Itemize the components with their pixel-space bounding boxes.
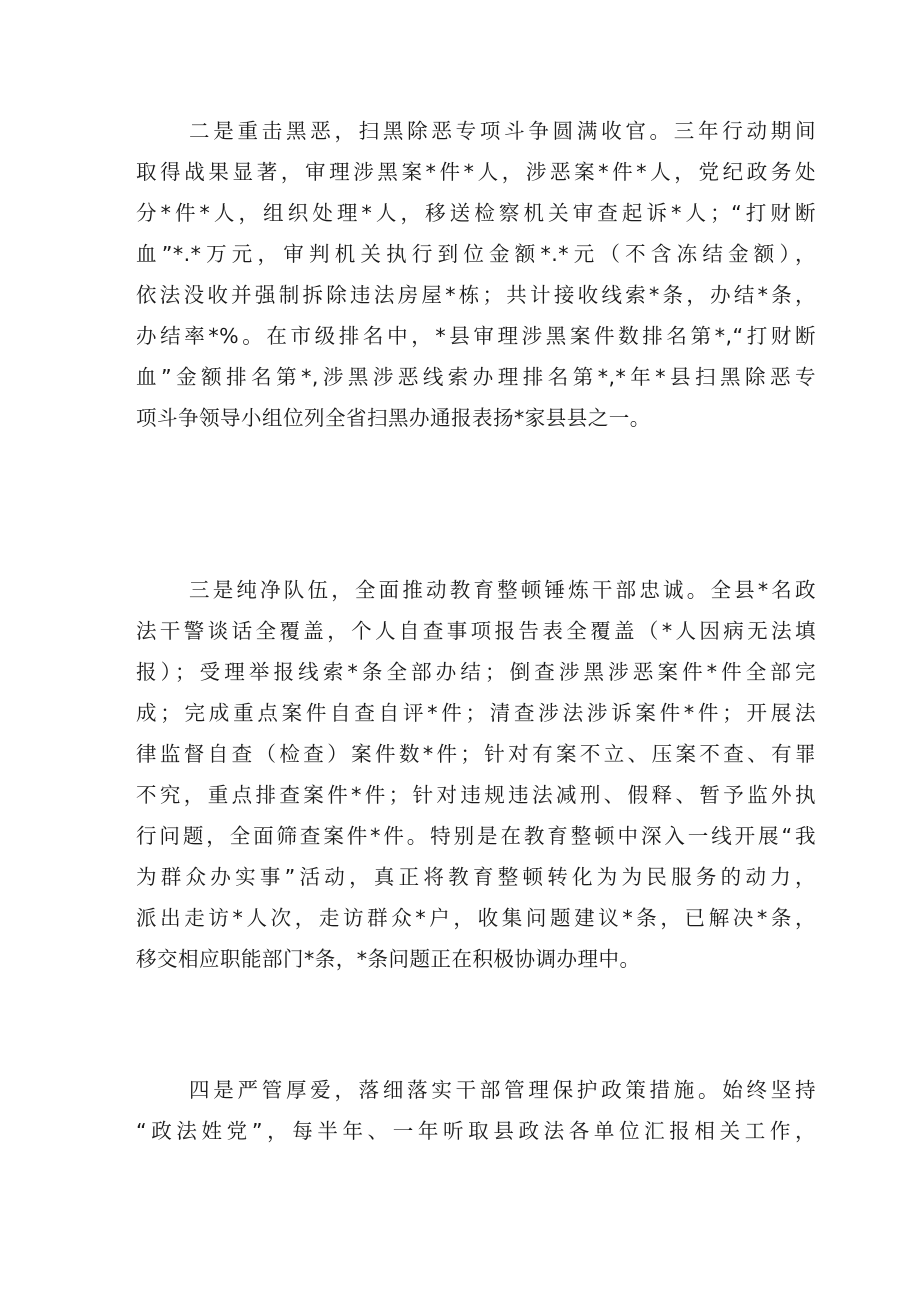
paragraph-crackdown-on-gangs [136, 111, 816, 439]
paragraph-line: 四是严管厚爱，落细落实干部管理保护政策措施。始终坚持 [189, 1078, 816, 1102]
paragraph-line: 血”金额排名第*,涉黑涉恶线索办理排名第*,*年*县扫黑除恶专 [136, 365, 816, 389]
paragraph-line: 移交相应职能部门*条，*条问题正在积极协调办理中。 [136, 947, 641, 971]
paragraph-line: 办结率*%。在市级排名中，*县审理涉黑案件数排名第*,“打财断 [136, 324, 816, 348]
paragraph-line: 分*件*人，组织处理*人，移送检察机关审查起诉*人；“打财断 [136, 201, 816, 225]
paragraph-line: 取得战果显著，审理涉黑案*件*人，涉恶案*件*人，党纪政务处 [136, 160, 816, 184]
paragraph-line: 依法没收并强制拆除违法房屋*栋；共计接收线索*条，办结*条， [136, 283, 816, 307]
paragraph-line: 二是重击黑恶，扫黑除恶专项斗争圆满收官。三年行动期间 [189, 119, 816, 143]
paragraph-line: 律监督自查（检查）案件数*件；针对有案不立、压案不查、有罪 [136, 742, 816, 766]
paragraph-purify-team [136, 570, 816, 980]
paragraph-line: 为群众办实事”活动，真正将教育整顿转化为为民服务的动力， [136, 865, 816, 889]
paragraph-line: 血”*.*万元，审判机关执行到位金额*.*元（不含冻结金额）， [136, 242, 816, 266]
paragraph-line: 成；完成重点案件自查自评*件；清查涉法涉诉案件*件；开展法 [136, 701, 816, 725]
paragraph-line: 法干警谈话全覆盖，个人自查事项报告表全覆盖（*人因病无法填 [136, 619, 816, 643]
paragraph-line: 不究，重点排查案件*件；针对违规违法减刑、假释、暂予监外执 [136, 783, 816, 807]
paragraph-line: 报）；受理举报线索*条全部办结；倒查涉黑涉恶案件*件全部完 [136, 660, 816, 684]
paragraph-line: 三是纯净队伍，全面推动教育整顿锤炼干部忠诚。全县*名政 [189, 578, 816, 602]
paragraph-line: 行问题，全面筛查案件*件。特别是在教育整顿中深入一线开展“我 [136, 824, 816, 848]
paragraph-strict-management [136, 1070, 816, 1152]
paragraph-line: “政法姓党”，每半年、一年听取县政法各单位汇报相关工作， [136, 1119, 816, 1143]
paragraph-line: 派出走访*人次，走访群众*户，收集问题建议*条，已解决*条， [136, 906, 816, 930]
paragraph-line: 项斗争领导小组位列全省扫黑办通报表扬*家县县之一。 [136, 406, 651, 430]
